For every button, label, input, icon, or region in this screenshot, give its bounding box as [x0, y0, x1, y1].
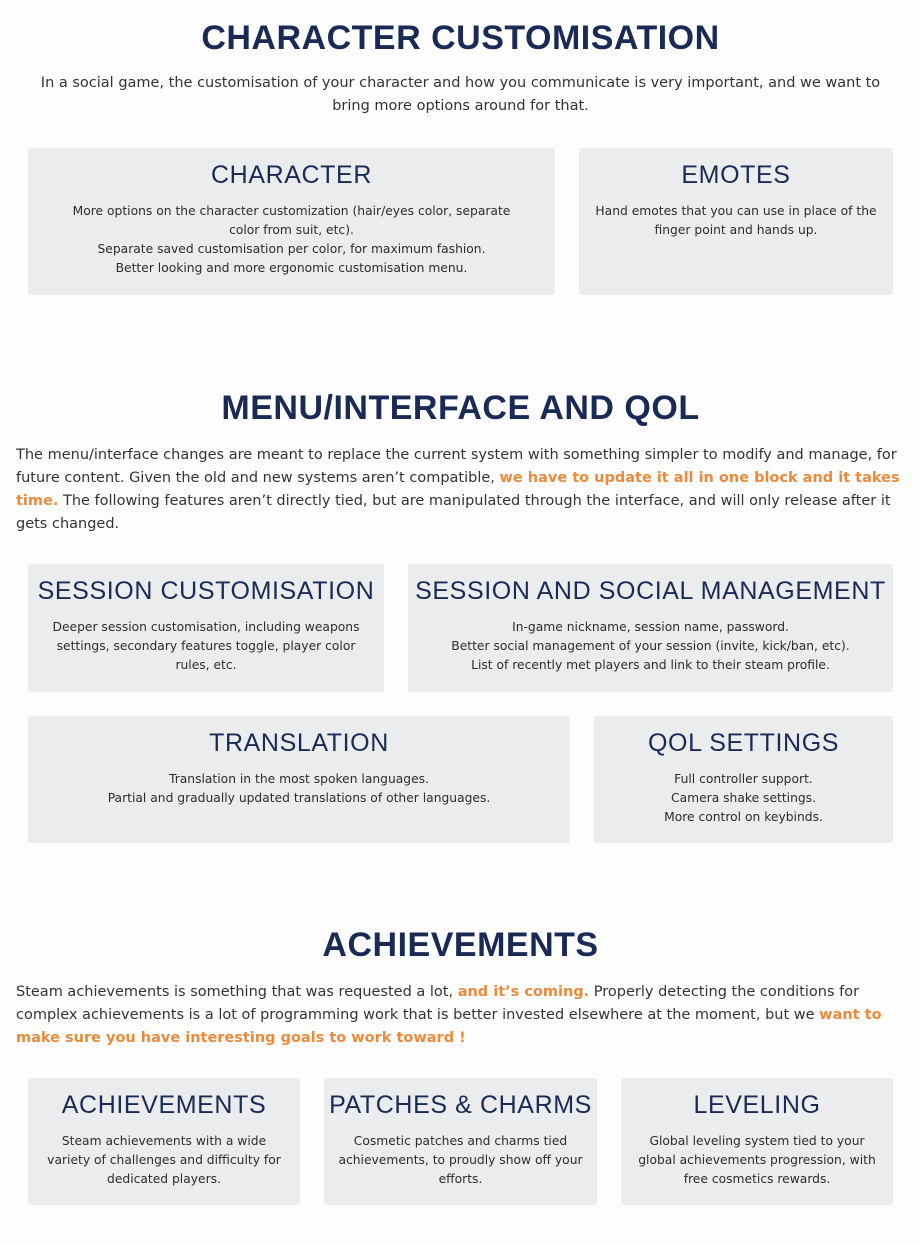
intro-text: Properly detecting the conditions for complex achievements is a lot of programming work that is better invested elsewhere at the moment, but we: [16, 984, 860, 1023]
card-achievements: [28, 1078, 300, 1205]
card-title: QOL SETTINGS: [647, 729, 840, 757]
section-title: CHARACTER CUSTOMISATION: [201, 19, 720, 57]
card-line: Better social management of your session (invite, kick/ban, etc).: [451, 639, 850, 653]
card-title: CHARACTER: [211, 161, 372, 189]
menu-interface-section: [0, 388, 921, 536]
card-line: Separate saved customisation per color, for maximum fashion.: [97, 242, 486, 256]
intro-text: Steam achievements is something that was requested a lot,: [16, 984, 458, 1000]
card-body: [594, 770, 893, 827]
card-body: [28, 1132, 300, 1189]
section-intro: [0, 444, 921, 536]
card-session-social-management: [408, 564, 893, 692]
section-title: MENU/INTERFACE AND QOL: [221, 389, 700, 427]
card-line: More control on keybinds.: [664, 810, 823, 824]
card-session-customisation: [28, 564, 384, 692]
intro-highlight: want to make sure you have interesting goals to work toward !: [16, 1007, 882, 1046]
card-patches-charms: [324, 1078, 597, 1205]
achievements-section: [0, 925, 921, 1050]
card-body: [28, 202, 555, 278]
intro-text: The menu/interface changes are meant to replace the current system with something simpler to modify and manage, for future content. Given the old and new systems aren’t compatible,: [16, 447, 897, 486]
card-body: [408, 618, 893, 675]
intro-highlight: we have to update it all in one block and it takes time.: [16, 470, 900, 509]
intro-text: The following features aren’t directly tied, but are manipulated through the interface, and will only release after it gets changed.: [16, 493, 891, 532]
card-emotes: [579, 148, 893, 295]
card-line: Global leveling system tied to your global achievements progression, with free cosmetics rewards.: [638, 1134, 876, 1186]
card-line: Steam achievements with a wide variety of challenges and difficulty for dedicated players.: [47, 1134, 281, 1186]
character-customisation-section: [0, 18, 921, 118]
card-qol-settings: [594, 716, 893, 843]
card-title: ACHIEVEMENTS: [61, 1091, 267, 1119]
card-body: [579, 202, 893, 240]
card-translation: [28, 716, 570, 843]
card-line: Cosmetic patches and charms tied achievements, to proudly show off your efforts.: [338, 1134, 583, 1186]
card-line: More options on the character customization (hair/eyes color, separate color from suit, etc).: [72, 204, 511, 237]
card-character: [28, 148, 555, 295]
card-body: [28, 770, 570, 808]
card-title: EMOTES: [681, 161, 791, 189]
card-leveling: [621, 1078, 893, 1205]
card-title: TRANSLATION: [209, 729, 389, 757]
card-line: Partial and gradually updated translations of other languages.: [107, 791, 491, 805]
card-line: In-game nickname, session name, password.: [512, 620, 789, 634]
section-intro: [0, 981, 921, 1050]
card-title: PATCHES & CHARMS: [329, 1091, 592, 1119]
card-line: Camera shake settings.: [670, 791, 816, 805]
card-body: [621, 1132, 893, 1189]
card-title: SESSION AND SOCIAL MANAGEMENT: [415, 577, 886, 605]
card-body: [324, 1132, 597, 1189]
card-line: List of recently met players and link to their steam profile.: [471, 658, 830, 672]
card-line: Deeper session customisation, including weapons settings, secondary features toggle, player color rules, etc.: [52, 620, 360, 672]
card-line: Better looking and more ergonomic customisation menu.: [115, 261, 468, 275]
card-line: Translation in the most spoken languages.: [168, 772, 429, 786]
card-title: SESSION CUSTOMISATION: [37, 577, 375, 605]
card-line: Hand emotes that you can use in place of the finger point and hands up.: [595, 204, 877, 237]
card-title: LEVELING: [693, 1091, 821, 1119]
section-title: ACHIEVEMENTS: [322, 926, 599, 964]
section-intro: In a social game, the customisation of your character and how you communicate is very important, and we want to bring more options around for that.: [40, 75, 881, 114]
card-line: Full controller support.: [674, 772, 813, 786]
intro-highlight: and it’s coming.: [457, 984, 590, 1000]
card-body: [28, 618, 384, 675]
